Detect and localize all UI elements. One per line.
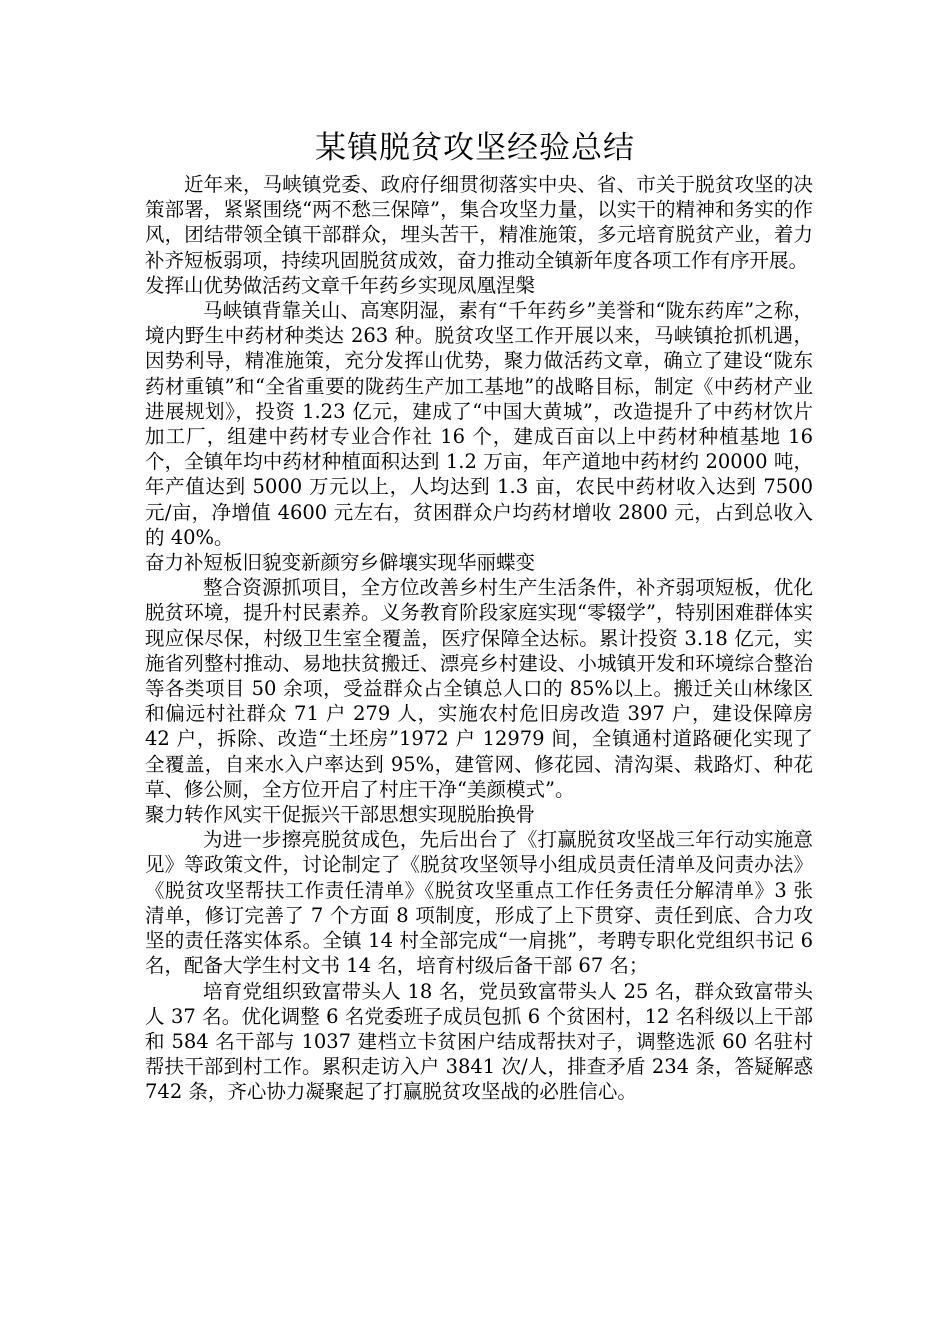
infrastructure-paragraph: 整合资源抓项目，全方位改善乡村生产生活条件，补齐弱项短板，优化脱贫环境，提升村民素养。义务教育阶段家庭实现“零辍学”，特别困难群体实现应保尽保，村级卫生室全覆盖，医疗保障全达标。累计投资 3.18 亿元，实施省列整村推动、易地扶贫搬迁、漂亮乡村建设、小城镇开发和环境综合整治等各类项目 50 余项，受益群众占全镇总人口的 85%以上。搬迁关山林缘区和偏远村社群众 71 户 279 人，实施农村危旧房改造 397 户，建设保障房 42 户，拆除、改造“土坯房”1972 户 12979 间，全镇通村道路硬化实现了全覆盖，自来水入户率达到 95%，建管网、修花园、清沟渠、栽路灯、种花草、修公厕，全方位开启了村庄干净“美颜模式”。: [145, 576, 813, 801]
cadre-leaders-paragraph: 培育党组织致富带头人 18 名，党员致富带头人 25 名，群众致富带头人 37 名。优化调整 6 名党委班子成员包抓 6 个贫困村，12 名科级以上干部和 584 名干部与 1037 建档立卡贫困户结成帮扶对子，调整选派 60 名驻村帮扶干部到村工作。累积走访入户 3841 次/人，排查矛盾 234 条，答疑解惑 742 条，齐心协力凝聚起了打赢脱贫攻坚战的必胜信心。: [145, 979, 813, 1104]
document-body: [145, 172, 813, 1105]
section-heading-herb-industry: 发挥山优势做活药文章千年药乡实现凤凰涅槃: [145, 273, 536, 297]
intro-paragraph: 近年来，马峡镇党委、政府仔细贯彻落实中央、省、市关于脱贫攻坚的决策部署，紧紧围绕“两不愁三保障”，集合攻坚力量，以实干的精神和务实的作风，团结带领全镇干部群众，埋头苦干，精准施策，多元培育脱贫产业，着力补齐短板弱项，持续巩固脱贫成效，奋力推动全镇新年度各项工作有序开展。: [145, 173, 813, 272]
section-heading-cadre-work-style: 聚力转作风实干促振兴干部思想实现脱胎换骨: [145, 803, 536, 827]
section-heading-infrastructure: 奋力补短板旧貌变新颜穷乡僻壤实现华丽蝶变: [145, 551, 536, 575]
cadre-policy-paragraph: 为进一步擦亮脱贫成色，先后出台了《打赢脱贫攻坚战三年行动实施意见》等政策文件，讨论制定了《脱贫攻坚领导小组成员责任清单及问责办法》《脱贫攻坚帮扶工作责任清单》《脱贫攻坚重点工作任务责任分解清单》3 张清单，修订完善了 7 个方面 8 项制度，形成了上下贯穿、责任到底、合力攻坚的责任落实体系。全镇 14 村全部完成“一肩挑”，考聘专职化党组织书记 6 名，配备大学生村文书 14 名，培育村级后备干部 67 名；: [145, 828, 813, 978]
document-title: 某镇脱贫攻坚经验总结: [315, 130, 635, 166]
herb-industry-paragraph: 马峡镇背靠关山、高寒阴湿，素有“千年药乡”美誉和“陇东药库”之称，境内野生中药材种类达 263 种。脱贫攻坚工作开展以来，马峡镇抢抓机遇，因势利导，精准施策，充分发挥山优势，聚力做活药文章，确立了建设“陇东药材重镇”和“全省重要的陇药生产加工基地”的战略目标，制定《中药材产业进展规划》，投资 1.23 亿元，建成了“中国大黄城”，改造提升了中药材饮片加工厂，组建中药材专业合作社 16 个，建成百亩以上中药材种植基地 16 个，全镇年均中药材种植面积达到 1.2 万亩，年产道地中药材约 20000 吨，年产值达到 5000 万元以上，人均达到 1.3 亩，农民中药材收入达到 7500 元/亩，净增值 4600 元左右，贫困群众户均药材增收 2800 元，占到总收入的 40%。: [145, 299, 813, 549]
